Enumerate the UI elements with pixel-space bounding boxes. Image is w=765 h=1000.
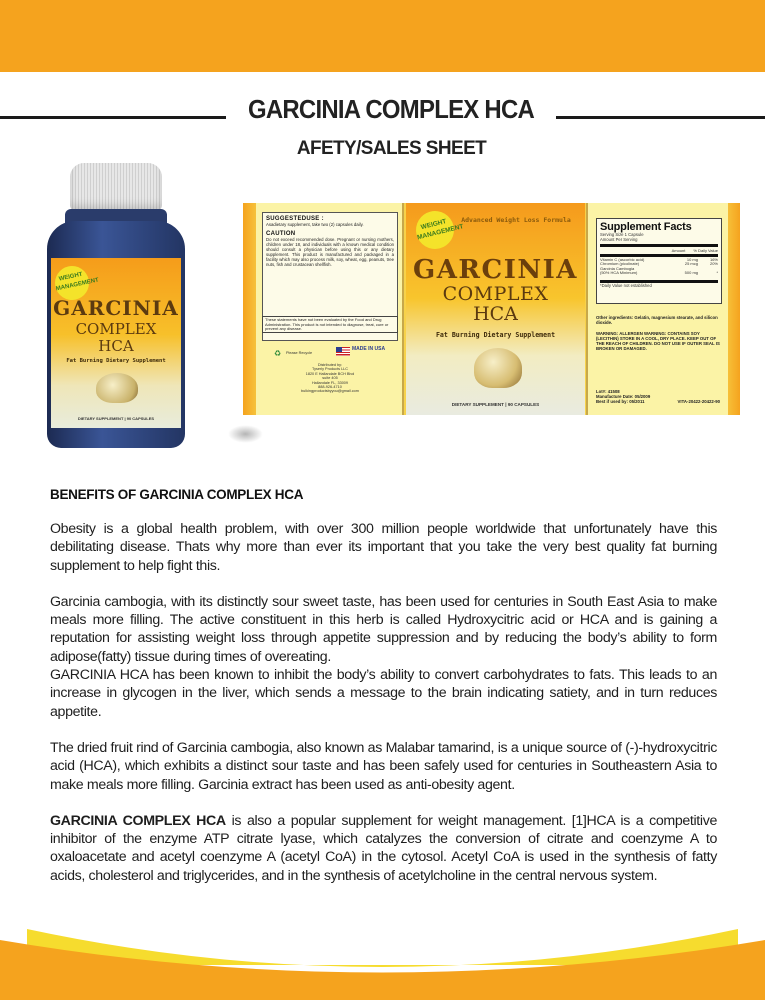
weight-management-badge: WEIGHT MANAGEMENT	[412, 207, 458, 253]
best-if-used: Best if used by: 05/2011	[596, 399, 645, 404]
bottle-label	[51, 258, 181, 428]
dv-note: *Daily Value not established	[600, 282, 652, 288]
distributor-line: 888-926-4710	[318, 385, 342, 390]
paragraph-5-text: is also a popular supplement for weight management. [1]HCA is a competitive inhibitor of the enzyme ATP citrate lyase, which catalyzes the conversion of citrate and coenzyme A to oxaloacetate and acetyl coenzyme A (acetyl CoA) in the cytosol. Acetyl CoA is used in the synthesis of fatty acids, cholesterol and triglycerides, and in the synthesis of acetylcholine in the central nervous system.	[50, 812, 717, 884]
distributor-line: Tyserly Products LLC	[311, 367, 349, 372]
product-label-flat	[243, 203, 740, 415]
label-brand-line1: GARCINIA	[413, 255, 578, 285]
distributor-line: suite 405	[322, 376, 338, 381]
label-left-panel	[256, 203, 404, 415]
lot-number: Lot#: 41508	[596, 389, 620, 394]
label-right-panel	[586, 203, 728, 415]
allergen-warning: WARNING: ALLERGEN WARNING: CONTAINS SOY (LECITHIN) STORE IN A COOL, DRY PLACE. KEEP OUT OF THE REACH OF CHILDREN. DO NOT USE IF OUTER SEAL IS BROKEN OR DAMAGED.	[596, 331, 720, 351]
facts-row: Vitamin C (ascorbic acid) 10 mg 16%	[600, 256, 718, 262]
paragraph-2: Garcinia cambogia, with its distinctly sour sweet taste, has been used for centuries in South East Asia to make meals more filling. The active constituent in this herb is called Hydroxycitric acid or HCA and is gaining a reputation for assisting weight loss through appetite suppression and by reducing the body’s ability to form adipose(fatty) tissue during times of overeating.	[50, 593, 717, 665]
fruit-basket-icon	[96, 373, 138, 403]
col-daily-value: % Daily Value	[693, 247, 718, 253]
bottom-wave-decoration	[0, 925, 765, 1000]
fruit-basket-icon	[474, 348, 522, 388]
distributor-line: bulkingproductsbyyou@gmail.com	[301, 389, 359, 394]
distributor-line: Hallandale FL, 33009	[311, 380, 349, 385]
benefits-section	[50, 487, 717, 885]
distributor-line: Distributed by:	[317, 363, 343, 367]
label-shadow	[228, 425, 263, 443]
label-tagline: Fat Burning Dietary Supplement	[435, 331, 556, 339]
caution-heading: CAUTION	[266, 231, 296, 237]
paragraph-1: Obesity is a global health problem, with over 300 million people worldwide that unfortunately have this debilitating disease. Thats why more than ever its important that you take the very best quality fat burning supplement to help fight this.	[50, 521, 717, 574]
usa-flag-icon	[336, 347, 350, 356]
title-rule-right	[556, 116, 765, 119]
amount-per-serving: Amount Per Serving	[600, 236, 638, 242]
paragraph-5-bold: GARCINIA COMPLEX HCA	[50, 812, 226, 829]
supplement-facts-title: Supplement Facts	[600, 221, 692, 233]
facts-row: (50% HCA Minimum) 500 mg *	[600, 270, 718, 276]
bottle-brand-line2: COMPLEX	[75, 320, 157, 338]
serving-size: Serving Size 1 Capsule	[600, 232, 644, 237]
distributor-line: 1820 E Hallandale BCH Blvd	[305, 371, 355, 376]
caution-text: Do not exceed recommended dose. Pregnant or nursing mothers, children under 18, and individuals with a known medical condition should consult a physician before using this or any dietary supplement. This product is manufactured and packaged in a facility which may also process milk, soy, wheat, egg, peanuts, tree nuts, fish and crustacean shellfish.	[266, 237, 394, 267]
title-row	[0, 92, 765, 128]
title-rule-left	[0, 116, 226, 119]
facts-divider	[600, 244, 718, 247]
supplement-facts-box	[596, 218, 722, 304]
recycle-icon: ♻	[274, 349, 282, 358]
page-title: GARCINIA COMPLEX HCA	[247, 94, 535, 124]
lot-info	[596, 389, 650, 404]
weight-management-badge: WEIGHT MANAGEMENT	[52, 263, 92, 303]
bottle-brand-line1: GARCINIA	[53, 296, 179, 320]
page-subtitle: AFETY/SALES SHEET	[296, 138, 487, 159]
paragraph-4: The dried fruit rind of Garcinia cambogia, also known as Malabar tamarind, is a unique source of (-)-hydroxycitric acid (HCA), which exhibits a distinct sour taste and has been safely used for centuries in Southeastern Asia to make meals more filling. Garcinia extract has been used as anti-obesity agent.	[50, 739, 717, 793]
product-code: VITA-20422-20422-90	[677, 399, 720, 404]
top-orange-band	[0, 0, 765, 72]
distributor-info	[266, 363, 394, 394]
benefits-heading: BENEFITS OF GARCINIA COMPLEX HCA	[50, 487, 304, 502]
col-amount: Amount	[671, 247, 686, 253]
formula-text: Advanced Weight Loss Formula	[461, 216, 571, 224]
fda-disclaimer: These statements have not been evaluated by the Food and Drug Administration. This product is not intended to diagnose, treat, cure or prevent any disease.	[262, 316, 398, 333]
label-footer: DIETARY SUPPLEMENT | 90 CAPSULES	[451, 402, 540, 407]
label-brand-line2: COMPLEX	[442, 283, 549, 305]
suggested-use-text: Asadietary supplement, take two (2) capsules daily.	[266, 222, 364, 227]
manufacture-date: Manufacture Date: 05/2009	[596, 394, 651, 399]
recycle-text: Please Recycle	[286, 351, 313, 355]
paragraph-3: GARCINIA HCA has been known to inhibit the body’s ability to convert carbohydrates to fats. This leads to an increase in glycogen in the liver, which sends a message to the brain indicating satiety, and in turn reduces appetite.	[50, 667, 717, 720]
label-brand-line3: HCA	[473, 303, 518, 325]
facts-row: Garcinia Cambogia	[600, 265, 635, 271]
other-ingredients: Other ingredients: Gelatin, magnesium stearate, and silicon dioxide.	[596, 315, 718, 325]
bottle-cap	[70, 163, 162, 211]
facts-row: Chromium (picolinate) 25 mcg 20%	[600, 261, 718, 267]
suggested-use-heading: SUGGESTEDUSE :	[266, 216, 324, 222]
facts-column-header	[600, 248, 718, 253]
paragraph-5	[50, 812, 717, 885]
bottle-footer: DIETARY SUPPLEMENT | 90 CAPSULES	[77, 416, 155, 421]
label-center-panel	[406, 203, 585, 415]
product-bottle-image	[45, 163, 185, 448]
made-in-usa: MADE IN USA	[352, 346, 386, 352]
bottle-tagline: Fat Burning Dietary Supplement	[66, 358, 166, 364]
bottle-brand-line3: HCA	[98, 337, 134, 355]
